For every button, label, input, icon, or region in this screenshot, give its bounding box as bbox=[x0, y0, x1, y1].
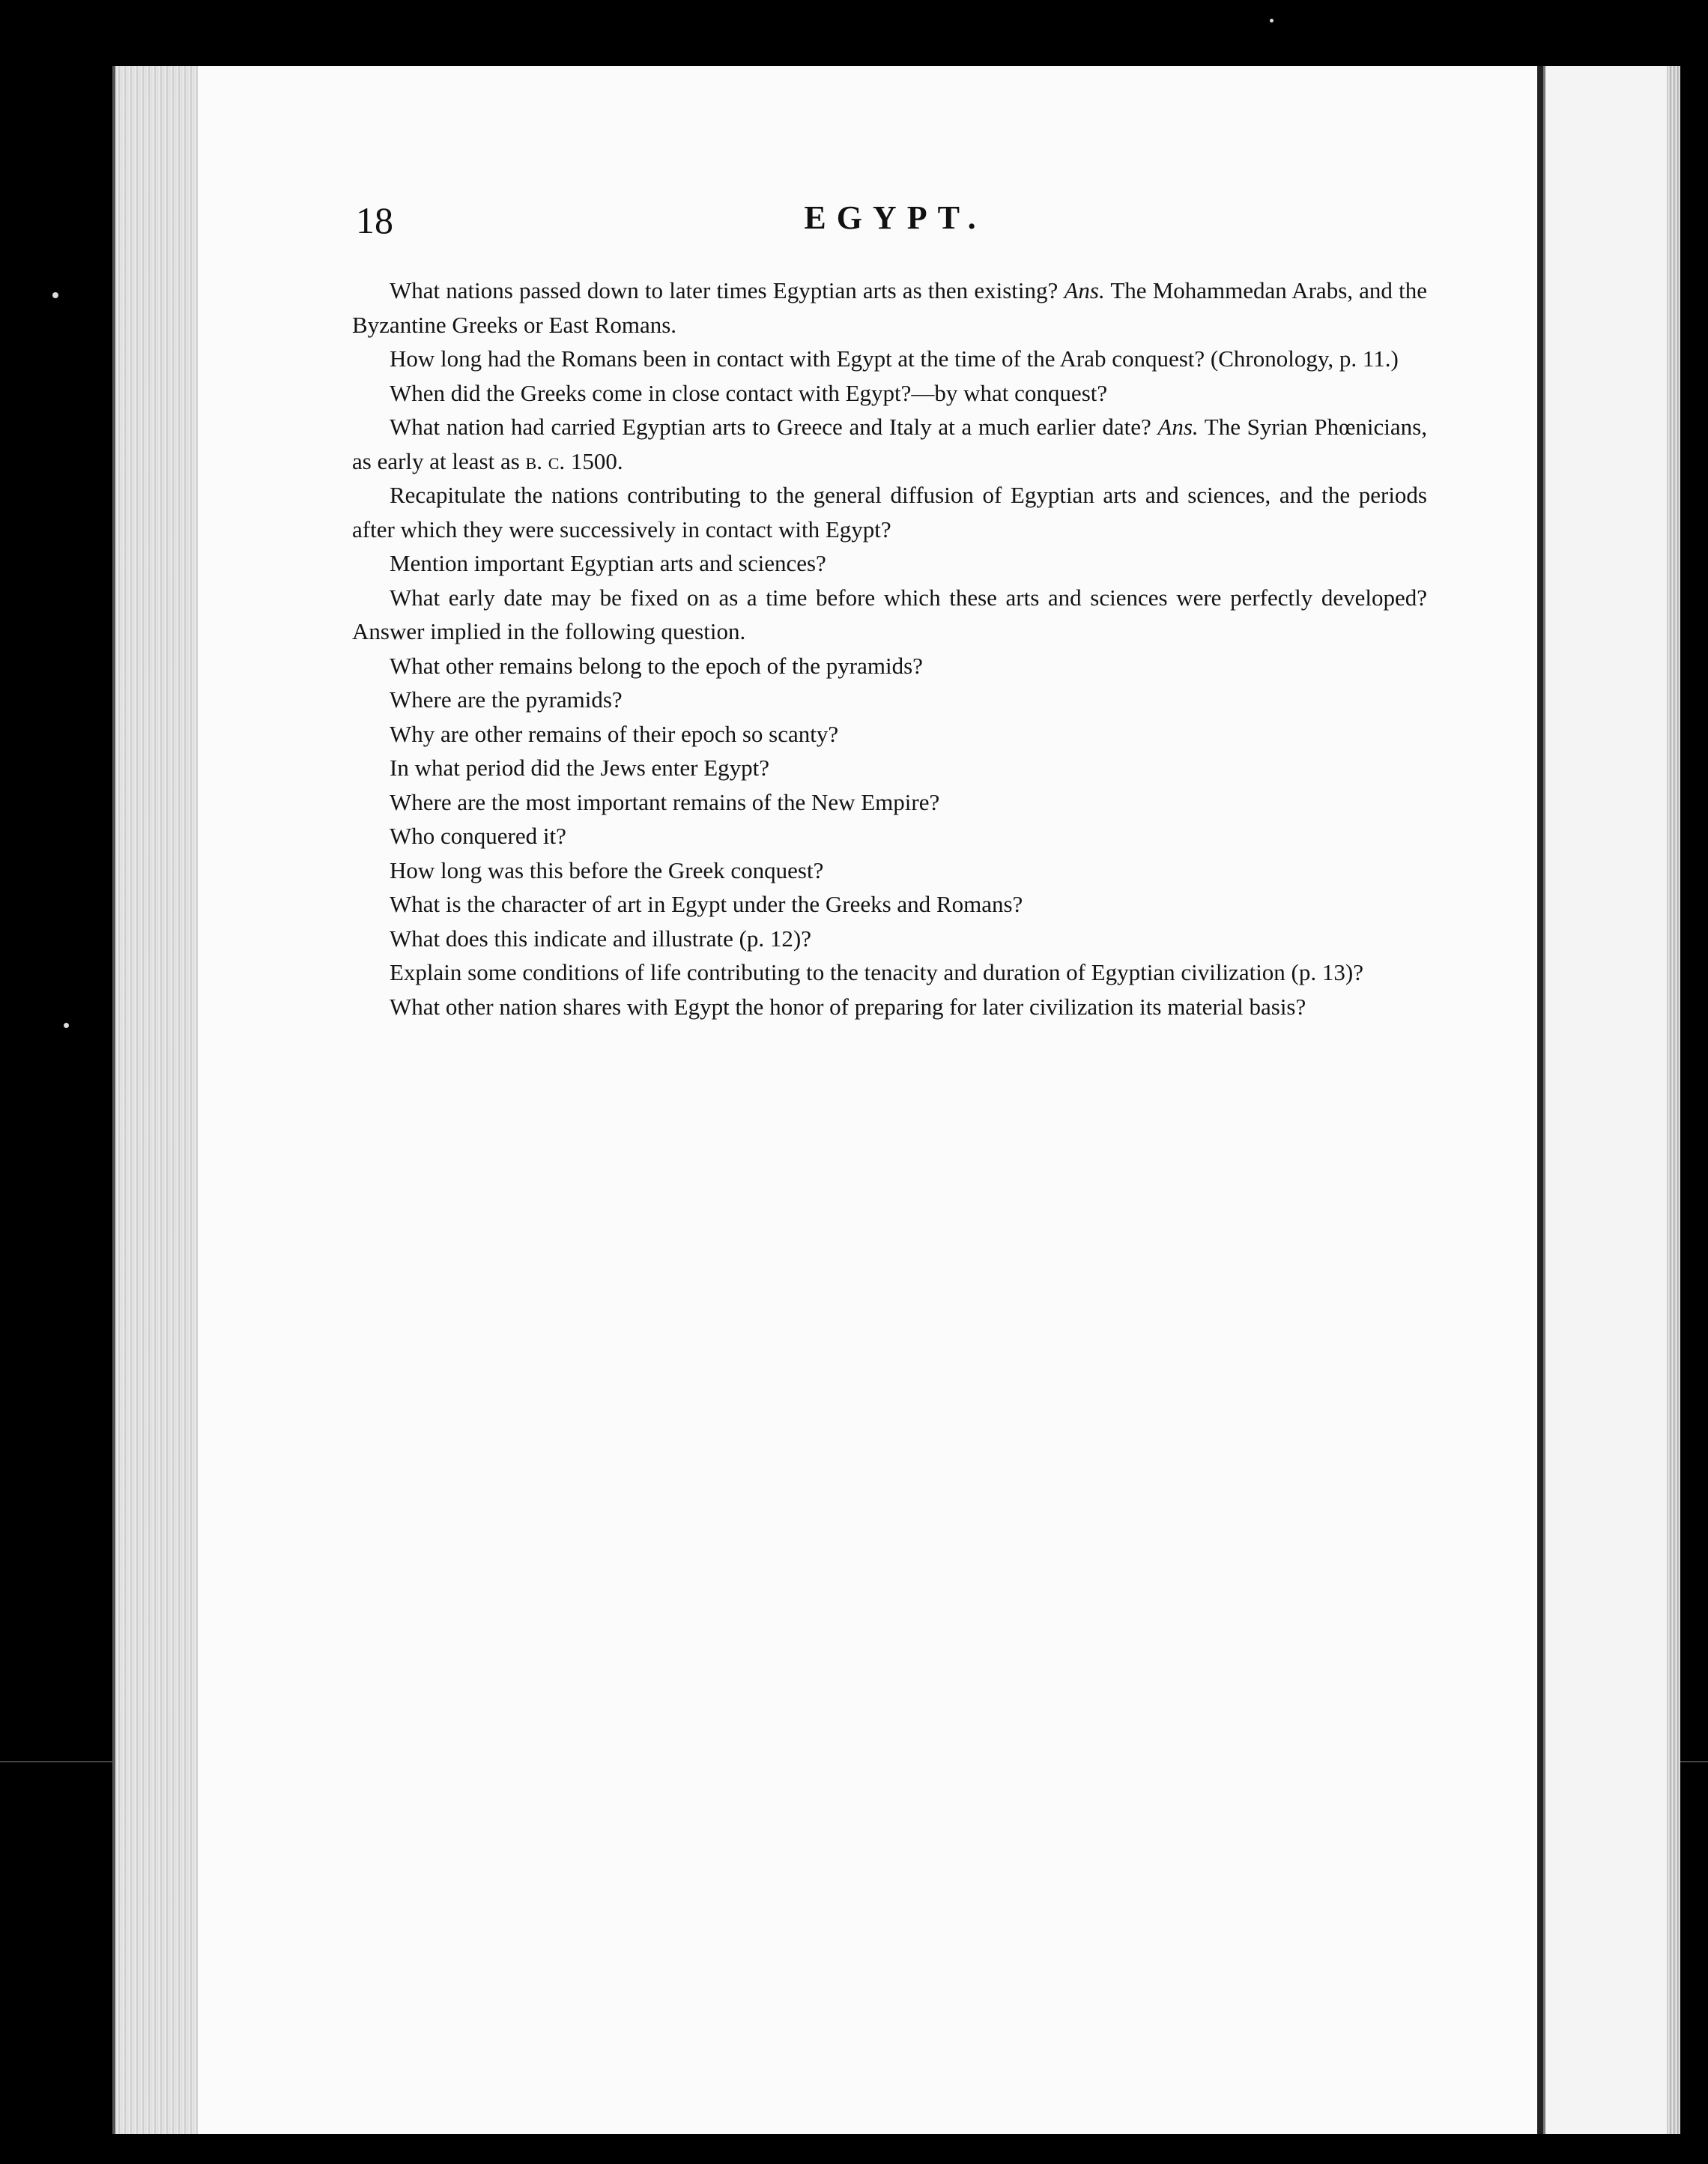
question-text: What early date may be fixed on as a time before which these arts and sciences were perfectly developed? Answer implied in the following question. bbox=[352, 584, 1427, 644]
question-list bbox=[352, 273, 1427, 1024]
question-item bbox=[352, 546, 1427, 581]
question-text: When did the Greeks come in close contact with Egypt?—by what conquest? bbox=[390, 379, 1108, 406]
question-text: What nation had carried Egyptian arts to Greece and Italy at a much earlier date? bbox=[390, 414, 1158, 440]
question-item bbox=[352, 887, 1427, 922]
question-item bbox=[352, 683, 1427, 717]
question-text: How long was this before the Greek conquest? bbox=[390, 856, 824, 883]
question-item bbox=[352, 955, 1427, 990]
question-item bbox=[352, 853, 1427, 888]
question-text: What is the character of art in Egypt under the Greeks and Romans? bbox=[390, 891, 1023, 917]
question-text: Recapitulate the nations contributing to the general diffusion of Egyptian arts and sciences, and the periods after which they were successively in contact with Egypt? bbox=[352, 482, 1427, 542]
facing-page bbox=[1543, 66, 1680, 2134]
answer-label: Ans. bbox=[1157, 414, 1199, 440]
scan-speck bbox=[52, 292, 58, 298]
question-item bbox=[352, 410, 1427, 478]
answer-label: Ans. bbox=[1064, 277, 1105, 303]
small-caps-text: b. c. bbox=[525, 447, 566, 474]
question-text: What nations passed down to later times Egyptian arts as then existing? bbox=[390, 277, 1065, 303]
scan-speck bbox=[1270, 19, 1274, 22]
question-item bbox=[352, 376, 1427, 411]
question-item bbox=[352, 717, 1427, 752]
question-text: Explain some conditions of life contributing to the tenacity and duration of Egyptian civilization (p. 13)? bbox=[390, 959, 1363, 985]
question-text: Where are the pyramids? bbox=[390, 686, 623, 713]
question-item bbox=[352, 819, 1427, 853]
book-gutter bbox=[1537, 66, 1543, 2134]
scan-speck bbox=[64, 1023, 69, 1028]
page-edges bbox=[115, 66, 198, 2134]
question-item bbox=[352, 581, 1427, 649]
question-item bbox=[352, 478, 1427, 546]
question-item bbox=[352, 785, 1427, 820]
question-item bbox=[352, 990, 1427, 1024]
question-item bbox=[352, 273, 1427, 342]
question-text: Who conquered it? bbox=[390, 823, 566, 849]
question-text: Where are the most important remains of the New Empire? bbox=[390, 788, 940, 815]
facing-page-edge bbox=[1667, 66, 1680, 2134]
question-text: In what period did the Jews enter Egypt? bbox=[390, 755, 770, 781]
question-text: Mention important Egyptian arts and sciences? bbox=[390, 550, 826, 576]
question-item bbox=[352, 922, 1427, 956]
question-item bbox=[352, 342, 1427, 376]
question-text: 1500. bbox=[565, 447, 623, 474]
running-head bbox=[356, 199, 1435, 251]
question-text: How long had the Romans been in contact with Egypt at the time of the Arab conquest? (Chronology, p. 11.) bbox=[390, 345, 1399, 372]
page-number: 18 bbox=[356, 199, 393, 241]
running-title: EGYPT. bbox=[804, 199, 987, 236]
question-text: The Syrian Phœnicians, as early at least as bbox=[352, 414, 1427, 474]
question-text: The Mohammedan Arabs, and the Byzantine Greeks or East Romans. bbox=[352, 277, 1427, 338]
question-text: Why are other remains of their epoch so scanty? bbox=[390, 720, 839, 747]
question-item bbox=[352, 649, 1427, 683]
question-text: What other remains belong to the epoch of the pyramids? bbox=[390, 652, 923, 679]
question-item bbox=[352, 751, 1427, 785]
question-text: What does this indicate and illustrate (p. 12)? bbox=[390, 925, 811, 952]
question-text: What other nation shares with Egypt the honor of preparing for later civilization its material basis? bbox=[390, 993, 1306, 1020]
